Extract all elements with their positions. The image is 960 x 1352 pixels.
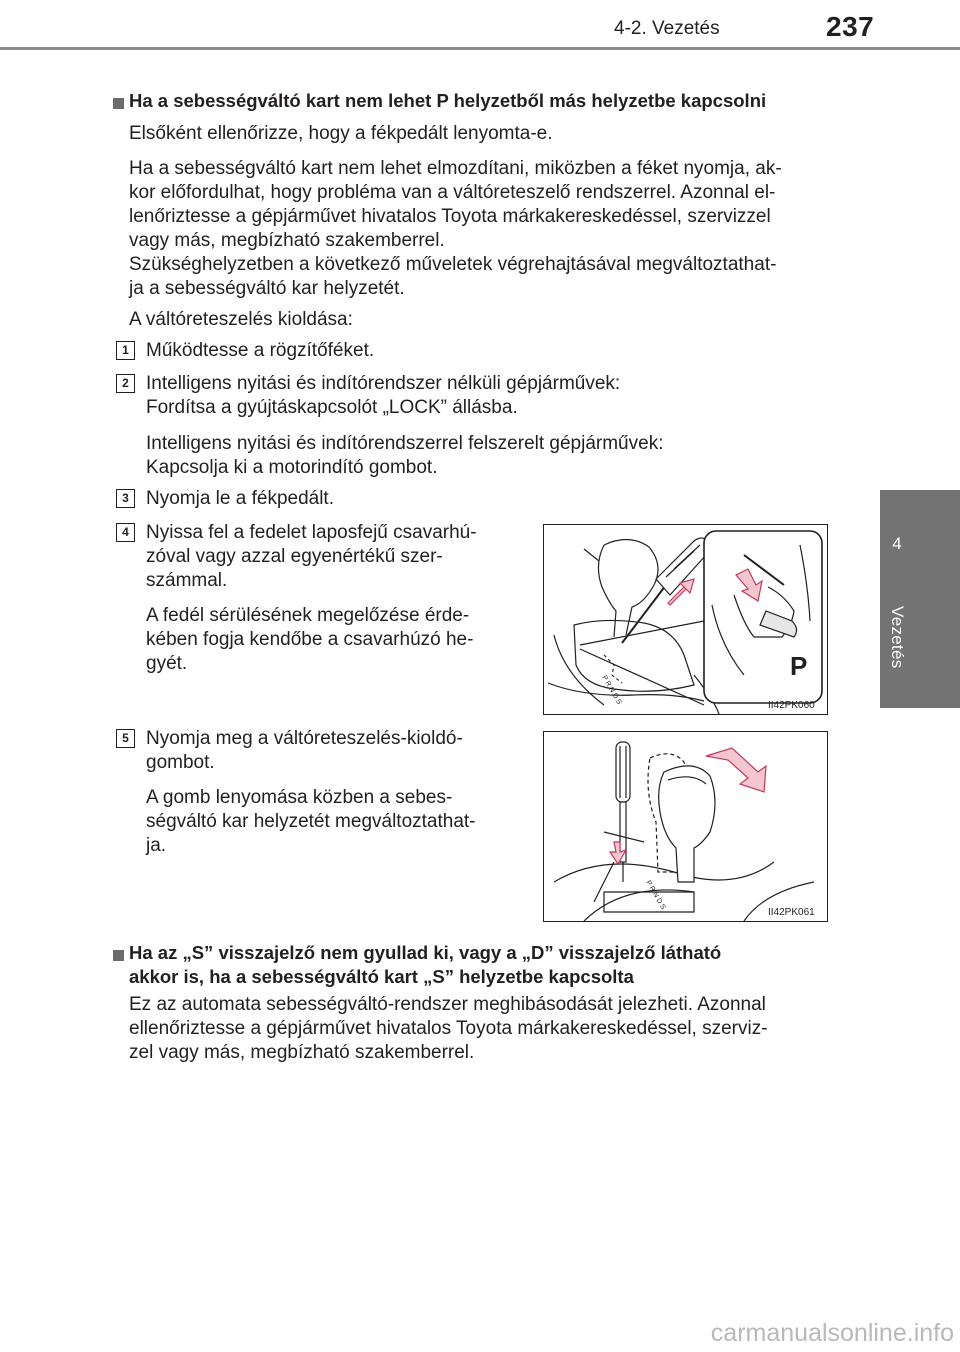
- watermark-logo: carmanualsonline.info: [710, 1319, 954, 1347]
- svg-text:P R N D S: P R N D S: [600, 674, 623, 706]
- figure-label-p: P: [790, 651, 808, 681]
- step-text: Működtesse a rögzítőféket.: [146, 340, 375, 361]
- section1-para3: A váltóreteszelés kioldása:: [129, 309, 353, 330]
- step-number-box: 3: [116, 489, 135, 508]
- step-line: ja.: [146, 835, 167, 856]
- section2-para: [129, 993, 854, 1065]
- section1-para2: [129, 157, 854, 301]
- para2-line: Szükséghelyzetben a következő műveletek végrehajtásával megváltoztathat-: [129, 254, 777, 275]
- chapter-number: 4: [892, 534, 902, 553]
- section1-bullet: [113, 96, 124, 114]
- section1-para1: Elsőként ellenőrizze, hogy a fékpedált lenyomta-e.: [129, 123, 553, 144]
- step-number-box: 5: [116, 729, 135, 748]
- step-extra-text: [146, 432, 663, 480]
- para2-line: vagy más, megbízható szakemberrel.: [129, 230, 445, 251]
- para2-line: lenőriztesse a gépjárművet hivatalos Toyota márkakereskedéssel, szervizzel: [129, 206, 771, 227]
- figure-code: II42PK060: [768, 700, 815, 711]
- step-line: gombot.: [146, 752, 215, 773]
- step-line: kében fogja kendőbe a csavarhúzó he-: [146, 629, 474, 650]
- step-line: Fordítsa a gyújtáskapcsolót „LOCK” állásba.: [146, 397, 518, 418]
- step-number-box: 2: [116, 374, 135, 393]
- figure-illustration: [544, 525, 827, 714]
- heading-line: Ha az „S” visszajelző nem gyullad ki, vagy a „D” visszajelző látható: [129, 942, 722, 963]
- step-text: [146, 372, 620, 420]
- step-line: gyét.: [146, 653, 188, 674]
- para2-line: ja a sebességváltó kar helyzetét.: [129, 278, 405, 299]
- figure-shift-cover-removal: [543, 524, 828, 715]
- section2-bullet: [113, 948, 124, 966]
- step-line: Intelligens nyitási és indítórendszer nélküli gépjárművek:: [146, 373, 621, 394]
- step-line: Nyomja meg a váltóreteszelés-kioldó-: [146, 728, 463, 749]
- step-line: A gomb lenyomása közben a sebes-: [146, 787, 453, 808]
- svg-text:P R N D S: P R N D S: [644, 879, 667, 911]
- page-number: 237: [826, 11, 875, 42]
- section1-heading: Ha a sebességváltó kart nem lehet P helyzetből más helyzetbe kapcsolni: [129, 90, 767, 111]
- step-line: A fedél sérülésének megelőzése érde-: [146, 605, 470, 626]
- step-line: ségváltó kar helyzetét megváltoztathat-: [146, 811, 476, 832]
- para-line: ellenőriztesse a gépjárművet hivatalos Toyota márkakereskedéssel, szerviz-: [129, 1018, 768, 1039]
- step-number-box: 1: [116, 341, 135, 360]
- figure-illustration: [544, 732, 827, 921]
- step-number-box: 4: [116, 523, 135, 542]
- step-extra-text: [146, 604, 518, 676]
- step-line: számmal.: [146, 570, 228, 591]
- header-rule: [0, 47, 960, 50]
- step-line: Kapcsolja ki a motorindító gombot.: [146, 457, 438, 478]
- para2-line: kor előfordulhat, hogy probléma van a váltóreteszelő rendszerrel. Azonnal el-: [129, 182, 776, 203]
- figure-code: II42PK061: [768, 907, 815, 918]
- section2-heading: [129, 941, 854, 989]
- step-extra-text: [146, 786, 518, 858]
- heading-line: akkor is, ha a sebességváltó kart „S” helyzetbe kapcsolta: [129, 966, 634, 987]
- step-line: Intelligens nyitási és indítórendszerrel felszerelt gépjárművek:: [146, 433, 664, 454]
- para2-line: Ha a sebességváltó kart nem lehet elmozdítani, miközben a féket nyomja, ak-: [129, 158, 782, 179]
- para-line: zel vagy más, megbízható szakemberrel.: [129, 1042, 475, 1063]
- chapter-tab: [880, 490, 960, 708]
- figure-release-button: [543, 731, 828, 922]
- step-text: Nyomja le a fékpedált.: [146, 488, 334, 509]
- running-header: 4-2. Vezetés: [614, 18, 720, 39]
- step-text: [146, 727, 518, 775]
- step-text: [146, 521, 518, 593]
- chapter-label: Vezetés: [888, 606, 907, 669]
- step-line: zóval vagy azzal egyenértékű szer-: [146, 546, 443, 567]
- para-line: Ez az automata sebességváltó-rendszer meghibásodását jelezheti. Azonnal: [129, 994, 766, 1015]
- step-line: Nyissa fel a fedelet laposfejű csavarhú-: [146, 522, 477, 543]
